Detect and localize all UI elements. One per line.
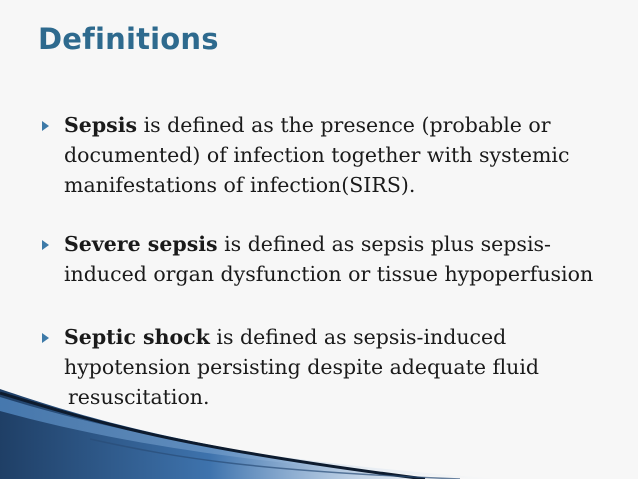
bullet-definition: is defined as the presence (probable or documented) of infection together with systemic manifestations of infection(SIRS). xyxy=(64,113,570,197)
bullet-term: Severe sepsis xyxy=(64,232,218,256)
bullet-definition: is defined as sepsis-induced hypotension persisting despite adequate fluid xyxy=(64,325,540,379)
bullet-text xyxy=(64,229,602,289)
bullet-item-severe-sepsis xyxy=(42,229,602,289)
corner-swoosh-decoration xyxy=(0,389,638,479)
bullet-definition: is defined as sepsis plus sepsis-induced organ dysfunction or tissue hypoperfusion xyxy=(64,232,594,286)
bullet-term: Sepsis xyxy=(64,113,138,137)
slide-title: Definitions xyxy=(38,22,219,56)
bullet-arrow-icon xyxy=(42,240,49,250)
bullet-term: Septic shock xyxy=(64,325,210,349)
bullet-arrow-icon xyxy=(42,333,49,343)
bullet-definition-continuation: resuscitation. xyxy=(68,385,210,409)
bullet-item-sepsis xyxy=(42,110,602,200)
bullet-text xyxy=(64,110,602,200)
bullet-arrow-icon xyxy=(42,121,49,131)
